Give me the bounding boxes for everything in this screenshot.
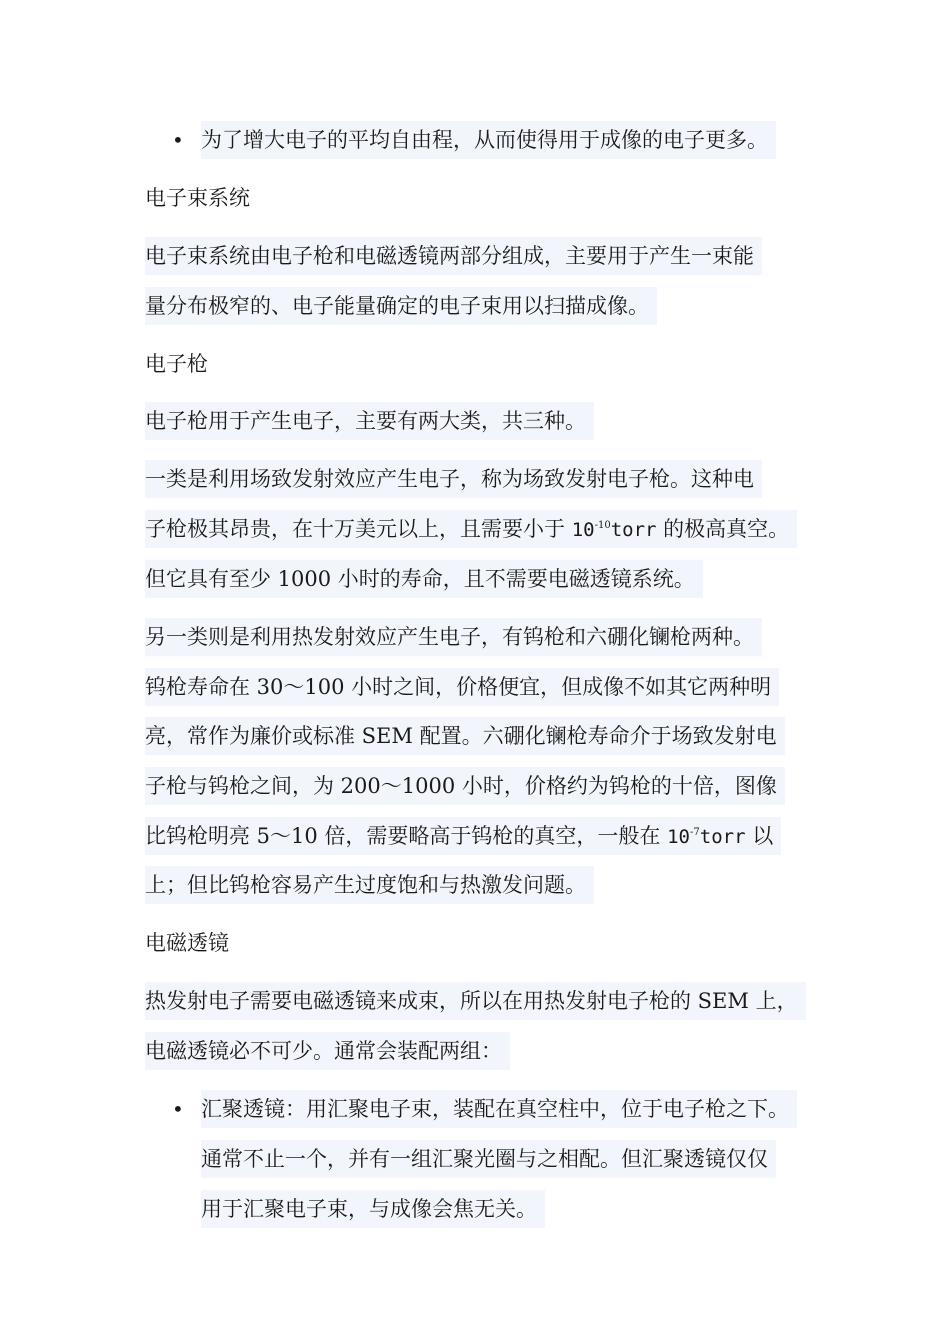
heading-electron-gun: 电子枪 [145,352,208,376]
paragraph-beam-line-2: 量分布极窄的、电子能量确定的电子束用以扫描成像。 [145,287,657,325]
heading-electron-beam-system: 电子束系统 [145,186,250,210]
thermal-line-5-text-a: 比钨枪明亮 5～10 倍，需要略高于钨枪的真空，一般在 [145,824,668,848]
paragraph-thermal-line-4: 子枪与钨枪之间，为 200～1000 小时，价格约为钨枪的十倍，图像 [145,767,785,805]
bullet-marker: • [172,1097,184,1121]
paragraph-lens-line-2: 电磁透镜必不可少。通常会装配两组： [145,1032,510,1070]
thermal-vacuum-base: 10 [667,826,690,848]
paragraph-thermal-line-3: 亮，常作为廉价或标准 SEM 配置。六硼化镧枪寿命介于场致发射电 [145,717,785,755]
paragraph-lens-line-1: 热发射电子需要电磁透镜来成束，所以在用热发射电子枪的 SEM 上， [145,982,806,1020]
paragraph-thermal-line-2: 钨枪寿命在 30～100 小时之间，价格便宜，但成像不如其它两种明 [145,668,779,706]
field-vacuum-exponent: -10 [594,520,611,531]
paragraph-field-line-2 [145,510,797,548]
bullet-condenser-line-2: 通常不止一个，并有一组汇聚光圈与之相配。但汇聚透镜仅仅 [201,1140,776,1178]
field-line-2-text-a: 子枪极其昂贵，在十万美元以上，且需要小于 [145,517,572,541]
field-vacuum-unit: torr [610,519,657,541]
paragraph-thermal-line-1: 另一类则是利用热发射效应产生电子，有钨枪和六硼化镧枪两种。 [145,618,762,656]
heading-electromagnetic-lens: 电磁透镜 [145,931,229,955]
thermal-vacuum-unit: torr [699,826,746,848]
bullet-marker: • [172,128,184,152]
bullet-text-mean-free-path: 为了增大电子的平均自由程，从而使得用于成像的电子更多。 [201,121,776,159]
thermal-vacuum-exponent: -7 [690,827,700,838]
bullet-condenser-line-3: 用于汇聚电子束，与成像会焦无关。 [201,1190,545,1228]
field-line-2-text-b: 的极高真空。 [656,517,790,541]
paragraph-gun-intro: 电子枪用于产生电子，主要有两大类，共三种。 [145,402,594,440]
thermal-line-5-text-b: 以 [745,824,774,848]
paragraph-thermal-line-5 [145,817,781,855]
paragraph-field-line-3: 但它具有至少 1000 小时的寿命，且不需要电磁透镜系统。 [145,560,703,598]
paragraph-beam-line-1: 电子束系统由电子枪和电磁透镜两部分组成，主要用于产生一束能 [145,237,762,275]
field-vacuum-base: 10 [571,519,595,541]
paragraph-thermal-line-6: 上；但比钨枪容易产生过度饱和与热激发问题。 [145,866,594,904]
paragraph-field-line-1: 一类是利用场致发射效应产生电子，称为场致发射电子枪。这种电 [145,460,762,498]
bullet-condenser-line-1: 汇聚透镜：用汇聚电子束，装配在真空柱中，位于电子枪之下。 [201,1090,797,1128]
